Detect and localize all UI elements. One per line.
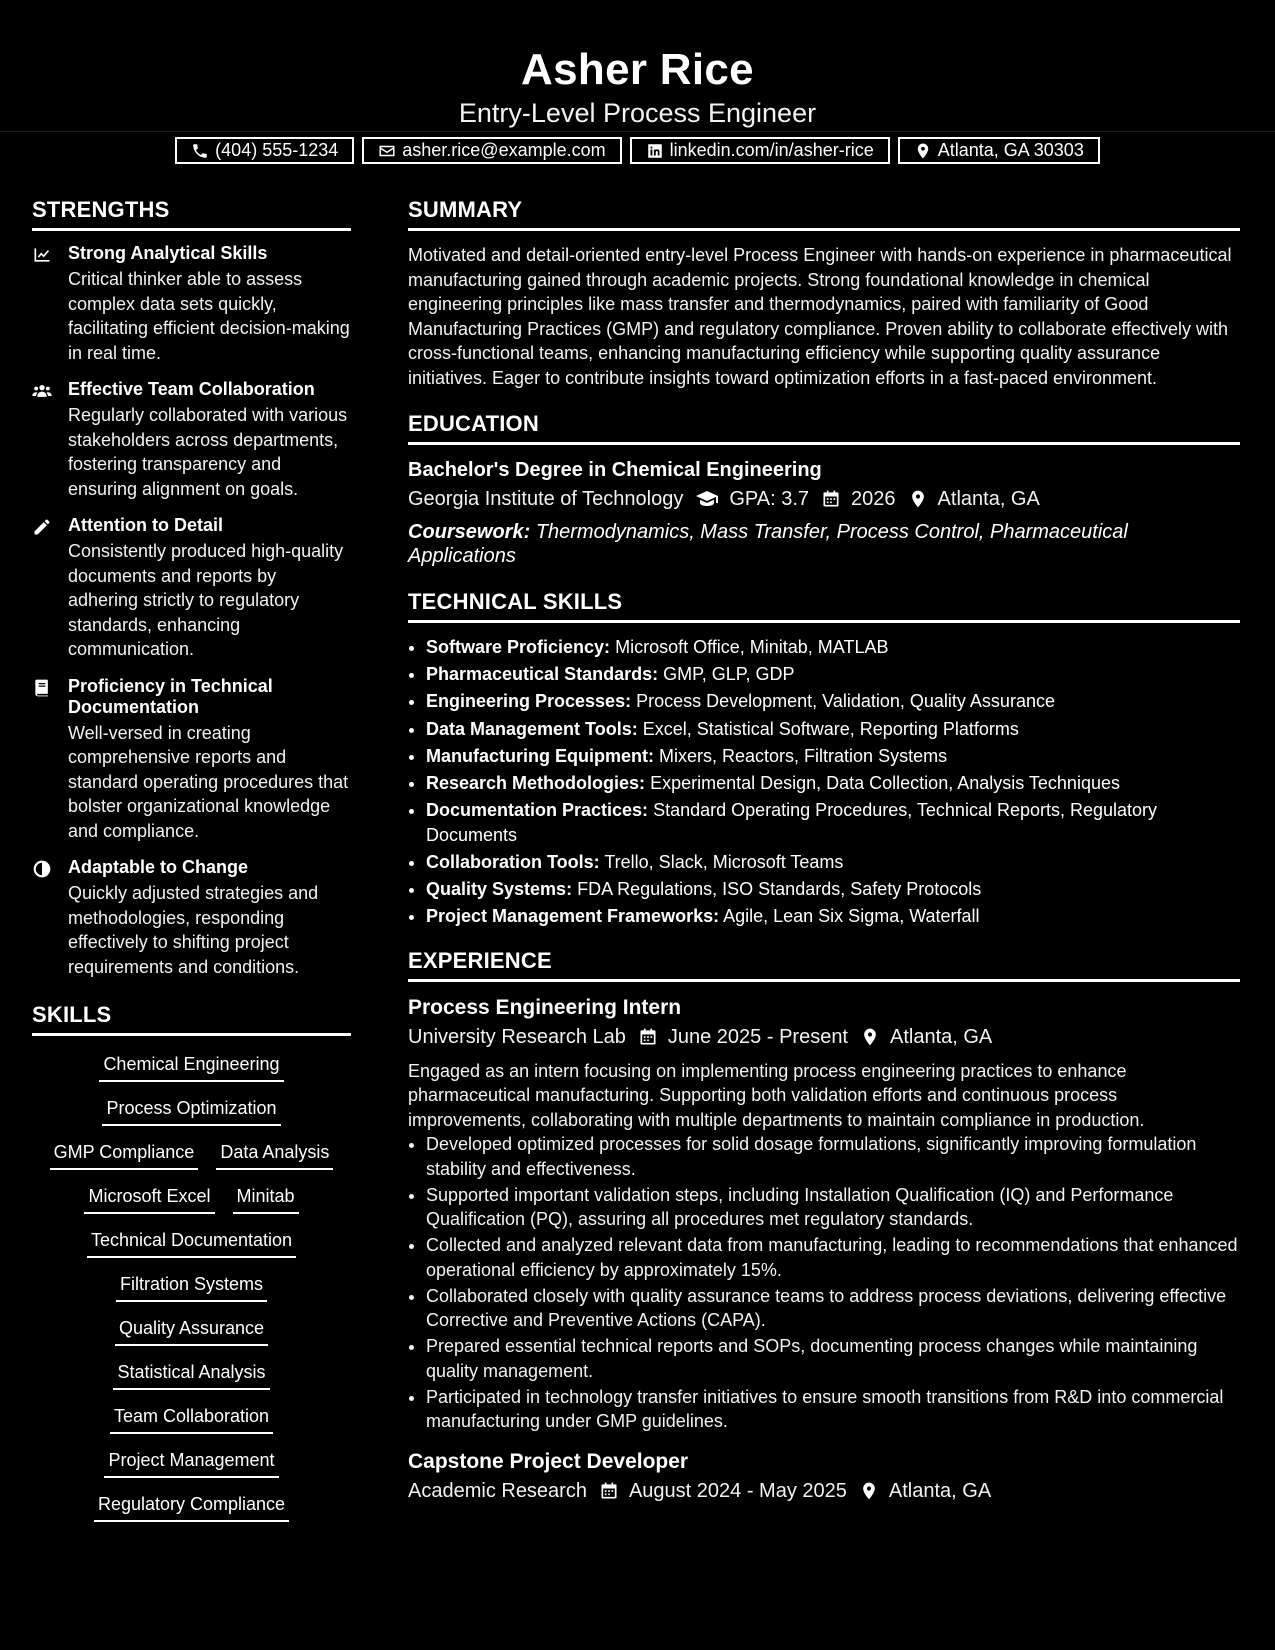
contact-phone-text: (404) 555-1234 [215, 140, 339, 160]
skill-label: Research Methodologies: [426, 772, 646, 793]
job-dates: August 2024 - May 2025 [628, 1479, 847, 1502]
contact-email-text: asher.rice@example.com [402, 140, 606, 160]
skill-value: GMP, GLP, GDP [663, 664, 795, 685]
skill-label: Engineering Processes: [426, 691, 632, 712]
education-meta [408, 485, 1240, 513]
phone-icon [191, 142, 209, 160]
strength-item [32, 676, 351, 844]
education-heading: EDUCATION [408, 410, 1240, 445]
contact-linkedin[interactable] [630, 137, 890, 164]
skills-heading: SKILLS [32, 1001, 351, 1036]
graduation-cap-icon [695, 487, 719, 511]
list-item: • Developed optimized processes for solid dosage formulations, significantly improving formulation stability and effectiveness. [426, 1132, 1240, 1181]
job-dates: June 2025 - Present [667, 1025, 848, 1048]
skill-label: Quality Systems: [426, 879, 573, 899]
left-column [32, 196, 351, 1522]
list-item [426, 771, 1240, 796]
strength-desc: Quickly adjusted strategies and methodologies, responding effectively to shifting project requirements and conditions. [68, 883, 319, 977]
skill-chip: Microsoft Excel [84, 1182, 214, 1214]
skill-value: Microsoft Office, Minitab, MATLAB [615, 637, 889, 657]
skill-chip: Quality Assurance [115, 1314, 268, 1346]
contact-phone[interactable] [175, 137, 354, 164]
map-pin-icon [859, 1481, 879, 1501]
candidate-name: Asher Rice [521, 45, 754, 94]
contact-location-text: Atlanta, GA 30303 [937, 140, 1084, 160]
skill-chip: GMP Compliance [50, 1138, 199, 1170]
grad-year: 2026 [851, 488, 896, 510]
skill-chip: Process Optimization [102, 1094, 280, 1126]
list-item: • Prepared essential technical reports and SOPs, documenting process changes while maintaining quality management. [426, 1334, 1240, 1383]
strength-item [32, 379, 351, 501]
map-pin-icon [908, 489, 928, 509]
skill-value: FDA Regulations, ISO Standards, Safety Protocols [577, 879, 982, 899]
job-location: Atlanta, GA [890, 1025, 993, 1048]
pencil-icon [32, 517, 52, 537]
skill-chip: Regulatory Compliance [94, 1490, 289, 1522]
skill-label: Pharmaceutical Standards: [426, 664, 659, 685]
list-item [426, 662, 1240, 687]
skills-list [32, 1048, 351, 1522]
job-description: Engaged as an intern focusing on implementing process engineering practices to enhance pharmaceutical manufacturing. Supporting both validation efforts and continuous process improvements, collaborating with multiple departments to maintain compliance in production. [408, 1060, 1145, 1130]
gpa: GPA: 3.7 [729, 488, 810, 510]
map-pin-icon [914, 142, 932, 160]
contact-linkedin-text: linkedin.com/in/asher-rice [669, 140, 874, 160]
list-item [426, 798, 1240, 847]
strength-title: Strong Analytical Skills [68, 243, 268, 263]
job-entry [408, 994, 1240, 1434]
contact-bar [0, 137, 1275, 164]
half-circle-icon [32, 859, 52, 879]
coursework-list: Thermodynamics, Mass Transfer, Process Control, Pharmaceutical Applications [408, 521, 1128, 567]
skill-label: Software Proficiency: [426, 637, 611, 657]
list-item [426, 717, 1240, 742]
skill-value: Experimental Design, Data Collection, Analysis Techniques [650, 772, 1120, 793]
summary-text: Motivated and detail-oriented entry-level Process Engineer with hands-on experience in pharmaceutical manufacturing gained through academic projects. Strong foundational knowledge in chemical engineering principles like mass transfer and thermodynamics, paired with familiarity of Good Manufacturing Practices (GMP) and regulatory compliance. Proven ability to collaborate effectively with cross-functional teams, enhancing manufacturing efficiency while supporting quality assurance initiatives. Eager to contribute insights toward optimization efforts in a fast-paced environment. [408, 245, 1232, 388]
skill-label: Project Management Frameworks: [426, 906, 720, 927]
strength-title: Proficiency in Technical Documentation [68, 675, 273, 717]
skill-chip: Filtration Systems [116, 1270, 267, 1302]
skill-value: Excel, Statistical Software, Reporting Platforms [642, 718, 1019, 739]
book-icon [32, 678, 52, 698]
skill-value: Standard Operating Procedures, Technical Reports, Regulatory Documents [426, 800, 1158, 845]
strength-desc: Regularly collaborated with various stakeholders across departments, fostering transparency and ensuring alignment on goals. [68, 405, 348, 499]
skill-chip: Data Analysis [216, 1138, 333, 1170]
strengths-heading: STRENGTHS [32, 196, 351, 231]
job-meta [408, 1477, 1240, 1505]
experience-heading: EXPERIENCE [408, 947, 1240, 982]
skill-label: Collaboration Tools: [426, 851, 600, 872]
strength-desc: Consistently produced high-quality documents and reports by adhering strictly to regulatory standards, enhancing communication. [68, 541, 344, 659]
calendar-icon [599, 1481, 619, 1501]
map-pin-icon [860, 1027, 880, 1047]
candidate-title: Entry-Level Process Engineer [458, 98, 817, 128]
skill-value: Trello, Slack, Microsoft Teams [604, 851, 844, 872]
coursework [408, 520, 1240, 568]
skill-chip: Project Management [104, 1446, 278, 1478]
list-item [426, 744, 1240, 769]
strength-title: Effective Team Collaboration [68, 379, 315, 399]
list-item [426, 850, 1240, 875]
skill-chip: Team Collaboration [110, 1402, 273, 1434]
technical-skills-heading: TECHNICAL SKILLS [408, 588, 1240, 623]
skill-chip: Statistical Analysis [113, 1358, 269, 1390]
job-location: Atlanta, GA [888, 1479, 992, 1502]
degree-title: Bachelor's Degree in Chemical Engineering [408, 459, 822, 481]
strength-desc: Well-versed in creating comprehensive reports and standard operating procedures that bolster organizational knowledge and compliance. [68, 722, 349, 841]
skill-label: Documentation Practices: [426, 800, 649, 821]
list-item: • Collected and analyzed relevant data from manufacturing, leading to recommendations that enhanced operational efficiency by approximately 15%. [426, 1233, 1240, 1282]
users-icon [32, 381, 52, 401]
list-item: • Participated in technology transfer initiatives to ensure smooth transitions from R&D into commercial manufacturing under GMP guidelines. [426, 1385, 1240, 1434]
chart-line-icon [32, 245, 52, 265]
strength-item [32, 515, 351, 662]
strength-item [32, 857, 351, 979]
skill-chip: Chemical Engineering [99, 1050, 283, 1082]
job-bullets [408, 1132, 1240, 1434]
coursework-label: Coursework: [408, 521, 531, 543]
list-item [426, 904, 1240, 929]
strength-title: Attention to Detail [68, 515, 223, 535]
strength-title: Adaptable to Change [68, 857, 249, 877]
skill-value: Mixers, Reactors, Filtration Systems [659, 745, 948, 766]
job-meta [408, 1023, 1240, 1051]
skill-value: Process Development, Validation, Quality Assurance [636, 691, 1055, 712]
skill-value: Agile, Lean Six Sigma, Waterfall [723, 906, 980, 927]
job-title: Capstone Project Developer [408, 1449, 689, 1473]
education-location: Atlanta, GA [937, 488, 1040, 510]
right-column [408, 196, 1240, 1505]
job-title: Process Engineering Intern [408, 995, 682, 1019]
skill-chip: Minitab [233, 1182, 299, 1214]
list-item: • Supported important validation steps, including Installation Qualification (IQ) and Performance Qualification (PQ), assuring all procedures met regulatory standards. [426, 1183, 1240, 1232]
skill-chip: Technical Documentation [87, 1226, 296, 1258]
contact-location [898, 137, 1100, 164]
job-entry [408, 1448, 1240, 1505]
calendar-icon [638, 1027, 658, 1047]
job-org: Academic Research [408, 1479, 587, 1502]
list-item [426, 635, 1240, 660]
skill-label: Manufacturing Equipment: [426, 745, 654, 766]
skill-label: Data Management Tools: [426, 718, 638, 739]
list-item [426, 689, 1240, 714]
linkedin-icon [646, 142, 664, 160]
resume-header [0, 0, 1275, 160]
strength-item [32, 243, 351, 365]
calendar-icon [821, 489, 841, 509]
strength-desc: Critical thinker able to assess complex data sets quickly, facilitating efficient decision-making in real time. [68, 269, 350, 363]
envelope-icon [378, 142, 396, 160]
list-item: • Collaborated closely with quality assurance teams to address process deviations, delivering effective Corrective and Preventive Actions (CAPA). [426, 1284, 1240, 1333]
list-item [426, 877, 1240, 902]
school-name: Georgia Institute of Technology [408, 488, 684, 510]
technical-skills-list [408, 635, 1240, 929]
summary-heading: SUMMARY [408, 196, 1240, 231]
contact-email[interactable] [362, 137, 621, 164]
job-org: University Research Lab [408, 1025, 626, 1048]
